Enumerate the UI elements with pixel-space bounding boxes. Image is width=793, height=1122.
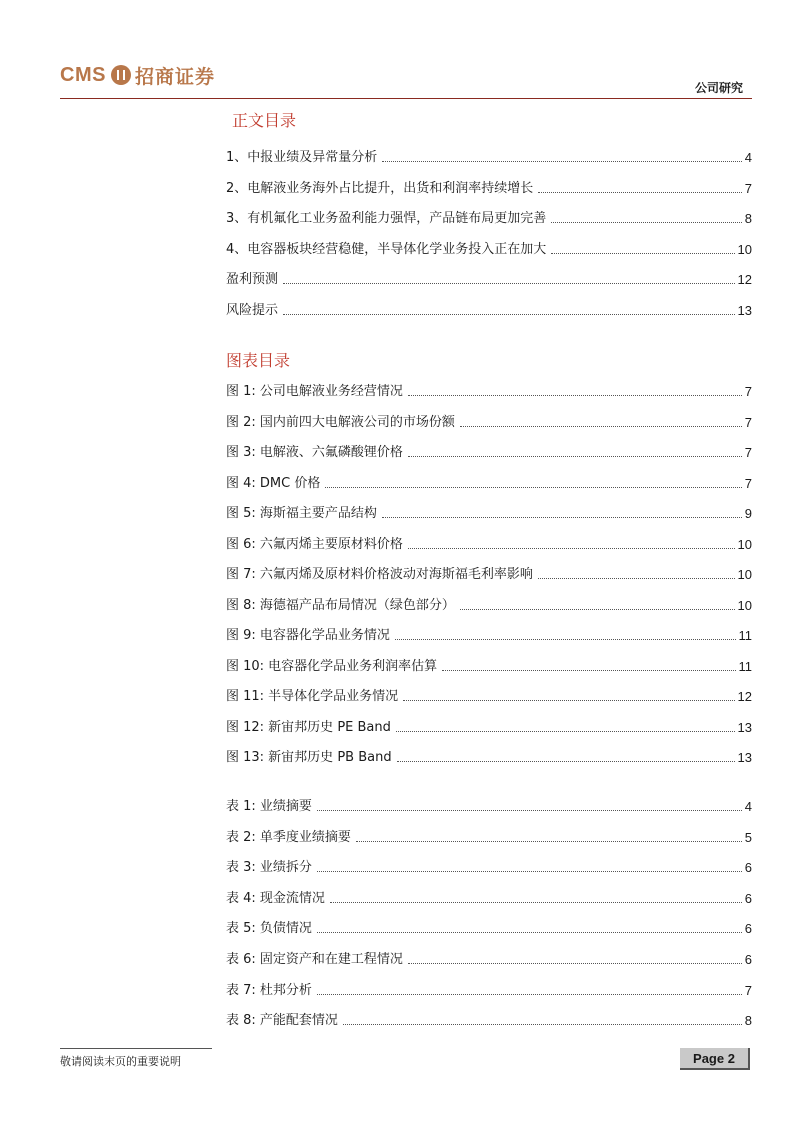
footer-divider <box>60 1048 212 1049</box>
toc-entry-label: 表 7: 杜邦分析 <box>226 982 312 998</box>
toc-entry[interactable] <box>226 563 752 583</box>
toc-dot-leader <box>408 548 735 549</box>
toc-dot-leader <box>442 670 735 671</box>
toc-entry[interactable] <box>226 380 752 400</box>
toc-entry-label: 表 5: 负债情况 <box>226 921 312 937</box>
toc-entry-page: 6 <box>744 860 752 876</box>
toc-entry-page: 13 <box>737 303 752 318</box>
toc-entry-page: 7 <box>744 180 752 196</box>
toc-entry-label: 表 3: 业绩拆分 <box>226 860 312 876</box>
toc-entry-label: 图 6: 六氟丙烯主要原材料价格 <box>226 536 403 552</box>
toc-entry-page: 5 <box>744 829 752 845</box>
toc-entry[interactable] <box>226 238 752 258</box>
toc-entry[interactable] <box>226 533 752 553</box>
toc-dot-leader <box>283 283 735 284</box>
toc-dot-leader <box>317 994 742 995</box>
toc-entry-label: 表 6: 固定资产和在建工程情况 <box>226 952 403 967</box>
toc-entry-page: 13 <box>737 719 752 735</box>
toc-entry-label: 表 2: 单季度业绩摘要 <box>226 829 351 845</box>
toc-entry[interactable] <box>226 948 752 968</box>
toc-dot-leader <box>317 810 742 811</box>
toc-entry-page: 10 <box>737 597 752 613</box>
toc-entry[interactable] <box>226 856 752 876</box>
toc-entry[interactable] <box>226 177 752 197</box>
toc-entry[interactable] <box>226 441 752 461</box>
toc-entry-label: 图 11: 半导体化学品业务情况 <box>226 689 399 704</box>
toc-dot-leader <box>397 761 735 762</box>
toc-entry-page: 7 <box>744 475 752 491</box>
toc-entry[interactable] <box>226 887 752 907</box>
toc-entry-page: 7 <box>744 384 752 399</box>
toc-entry-label: 图 1: 公司电解液业务经营情况 <box>226 384 403 399</box>
toc-entry-page: 10 <box>737 241 752 257</box>
toc-entry[interactable] <box>226 146 752 166</box>
toc-entry-label: 图 5: 海斯福主要产品结构 <box>226 506 377 521</box>
toc-entry[interactable] <box>226 716 752 736</box>
toc-entry-label: 图 4: DMC 价格 <box>226 475 321 491</box>
toc-dot-leader <box>460 609 735 610</box>
page-header <box>0 0 793 100</box>
toc-dot-leader <box>382 517 742 518</box>
toc-dot-leader <box>317 932 742 933</box>
toc-entry-page: 7 <box>744 445 752 460</box>
toc-entry-page: 8 <box>744 211 752 227</box>
toc-entry-label: 图 3: 电解液、六氟磷酸锂价格 <box>226 445 403 460</box>
toc-dot-leader <box>403 700 734 701</box>
toc-entry[interactable] <box>226 411 752 431</box>
header-divider <box>60 98 752 99</box>
toc-entry[interactable] <box>226 655 752 675</box>
contents-title: 正文目录 <box>232 111 297 130</box>
toc-entry-page: 10 <box>737 567 752 582</box>
toc-entry-page: 9 <box>744 506 752 521</box>
toc-dot-leader <box>538 192 741 193</box>
footer-disclaimer-note: 敬请阅读末页的重要说明 <box>60 1055 181 1068</box>
report-category: 公司研究 <box>694 81 743 95</box>
toc-entry[interactable] <box>226 268 752 288</box>
toc-entry[interactable] <box>226 685 752 705</box>
toc-dot-leader <box>343 1024 742 1025</box>
toc-dot-leader <box>551 222 741 223</box>
toc-dot-leader <box>330 902 742 903</box>
toc-entry-label: 4、电容器板块经营稳健，半导体化学业务投入正在加大 <box>226 241 547 257</box>
page-number-badge: Page 2 <box>680 1048 750 1070</box>
toc-entry[interactable] <box>226 746 752 766</box>
toc-entry-label: 盈利预测 <box>226 272 279 288</box>
toc-dot-leader <box>325 487 741 488</box>
toc-entry[interactable] <box>226 472 752 492</box>
toc-entry-label: 图 12: 新宙邦历史 PE Band <box>226 719 391 735</box>
toc-entry[interactable] <box>226 917 752 937</box>
toc-entry-label: 图 10: 电容器化学品业务利润率估算 <box>226 658 438 674</box>
toc-entry-page: 6 <box>744 952 752 967</box>
toc-entry-label: 图 9: 电容器化学品业务情况 <box>226 628 390 643</box>
toc-dot-leader <box>382 161 741 162</box>
toc-entry[interactable] <box>226 826 752 846</box>
toc-entry[interactable] <box>226 299 752 319</box>
toc-entry[interactable] <box>226 795 752 815</box>
toc-entry-page: 4 <box>744 150 752 165</box>
toc-entry-page: 6 <box>744 890 752 906</box>
toc-entry-page: 7 <box>744 982 752 998</box>
toc-dot-leader <box>356 841 742 842</box>
toc-entry-page: 11 <box>738 658 752 674</box>
logo-emblem-icon <box>111 65 131 85</box>
toc-entry[interactable] <box>226 502 752 522</box>
toc-entry-page: 12 <box>737 272 752 288</box>
toc-dot-leader <box>408 395 742 396</box>
toc-entry[interactable] <box>226 594 752 614</box>
toc-entry-label: 表 1: 业绩摘要 <box>226 799 312 814</box>
toc-dot-leader <box>396 731 735 732</box>
toc-dot-leader <box>538 578 735 579</box>
toc-entry[interactable] <box>226 207 752 227</box>
toc-entry-label: 图 8: 海德福产品布局情况（绿色部分） <box>226 597 455 613</box>
toc-entry[interactable] <box>226 624 752 644</box>
toc-entry-label: 表 4: 现金流情况 <box>226 890 325 906</box>
figures-title: 图表目录 <box>226 351 291 370</box>
toc-dot-leader <box>283 314 735 315</box>
toc-entry-page: 13 <box>737 750 752 765</box>
toc-entry-page: 10 <box>737 536 752 552</box>
toc-entry-page: 6 <box>744 921 752 937</box>
toc-entry-label: 图 2: 国内前四大电解液公司的市场份额 <box>226 414 455 430</box>
toc-entry-label: 风险提示 <box>226 303 279 318</box>
logo-cms-text: CMS <box>60 63 106 86</box>
toc-entry[interactable] <box>226 1009 752 1029</box>
toc-dot-leader <box>395 639 736 640</box>
toc-entry-page: 8 <box>744 1013 752 1029</box>
toc-entry-label: 图 7: 六氟丙烯及原材料价格波动对海斯福毛利率影响 <box>226 567 533 582</box>
toc-entry-page: 11 <box>738 628 752 643</box>
toc-entry-label: 2、电解液业务海外占比提升，出货和利润率持续增长 <box>226 180 534 196</box>
toc-dot-leader <box>408 456 742 457</box>
toc-entry-label: 3、有机氟化工业务盈利能力强悍，产品链布局更加完善 <box>226 211 547 227</box>
cms-logo <box>60 60 215 90</box>
toc-entry-label: 1、中报业绩及异常量分析 <box>226 150 378 165</box>
toc-entry-page: 7 <box>744 414 752 430</box>
toc-dot-leader <box>460 426 742 427</box>
toc-entry-page: 4 <box>744 799 752 814</box>
logo-chinese-text: 招商证券 <box>134 65 215 88</box>
toc-entry[interactable] <box>226 979 752 999</box>
toc-entry-page: 12 <box>737 689 752 704</box>
toc-entry-label: 图 13: 新宙邦历史 PB Band <box>226 750 392 765</box>
toc-dot-leader <box>317 871 742 872</box>
toc-dot-leader <box>551 253 734 254</box>
toc-entry-label: 表 8: 产能配套情况 <box>226 1013 338 1029</box>
toc-dot-leader <box>408 963 742 964</box>
